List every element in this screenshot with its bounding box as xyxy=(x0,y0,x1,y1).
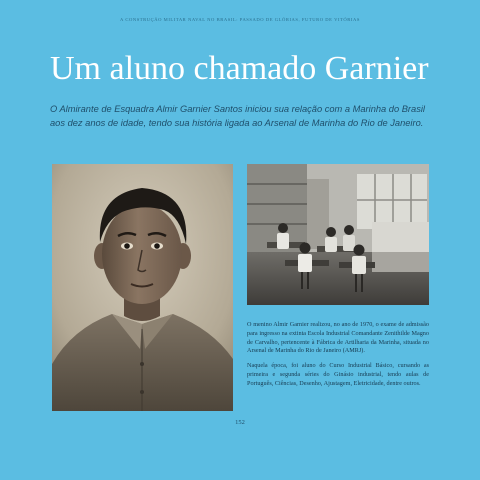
portrait-photo xyxy=(52,164,233,411)
page-number: 152 xyxy=(235,419,245,426)
body-paragraph-1: O menino Almir Garnier realizou, no ano de 1970, o exame de admissão para ingresso na extinta Escola Industrial Comandante Zenithilde Magno de Carvalho, pertencente à Fábrica de Artilharia da Marinha, situada no Arsenal de Marinha do Rio de Janeiro (AMRJ). xyxy=(247,321,429,355)
body-paragraph-2: Naquela época, foi aluno do Curso Industrial Básico, cursando as primeira e segunda séries do Ginásio industrial, tendo aulas de Português, Ciências, Desenho, Ajustagem, Eletricidade, dentre outros. xyxy=(247,362,429,387)
page-title: Um aluno chamado Garnier xyxy=(50,50,429,87)
classroom-photo xyxy=(247,164,429,305)
running-header: A CONSTRUÇÃO MILITAR NAVAL NO BRASIL: PASSADO DE GLÓRIAS, FUTURO DE VITÓRIAS xyxy=(120,17,360,22)
portrait-image xyxy=(52,164,233,411)
classroom-image xyxy=(247,164,429,305)
body-text xyxy=(247,321,429,395)
lede-paragraph: O Almirante de Esquadra Almir Garnier Santos iniciou sua relação com a Marinha do Brasil aos dez anos de idade, tendo sua história ligada ao Arsenal de Marinha do Rio de Janeiro. xyxy=(50,104,425,128)
